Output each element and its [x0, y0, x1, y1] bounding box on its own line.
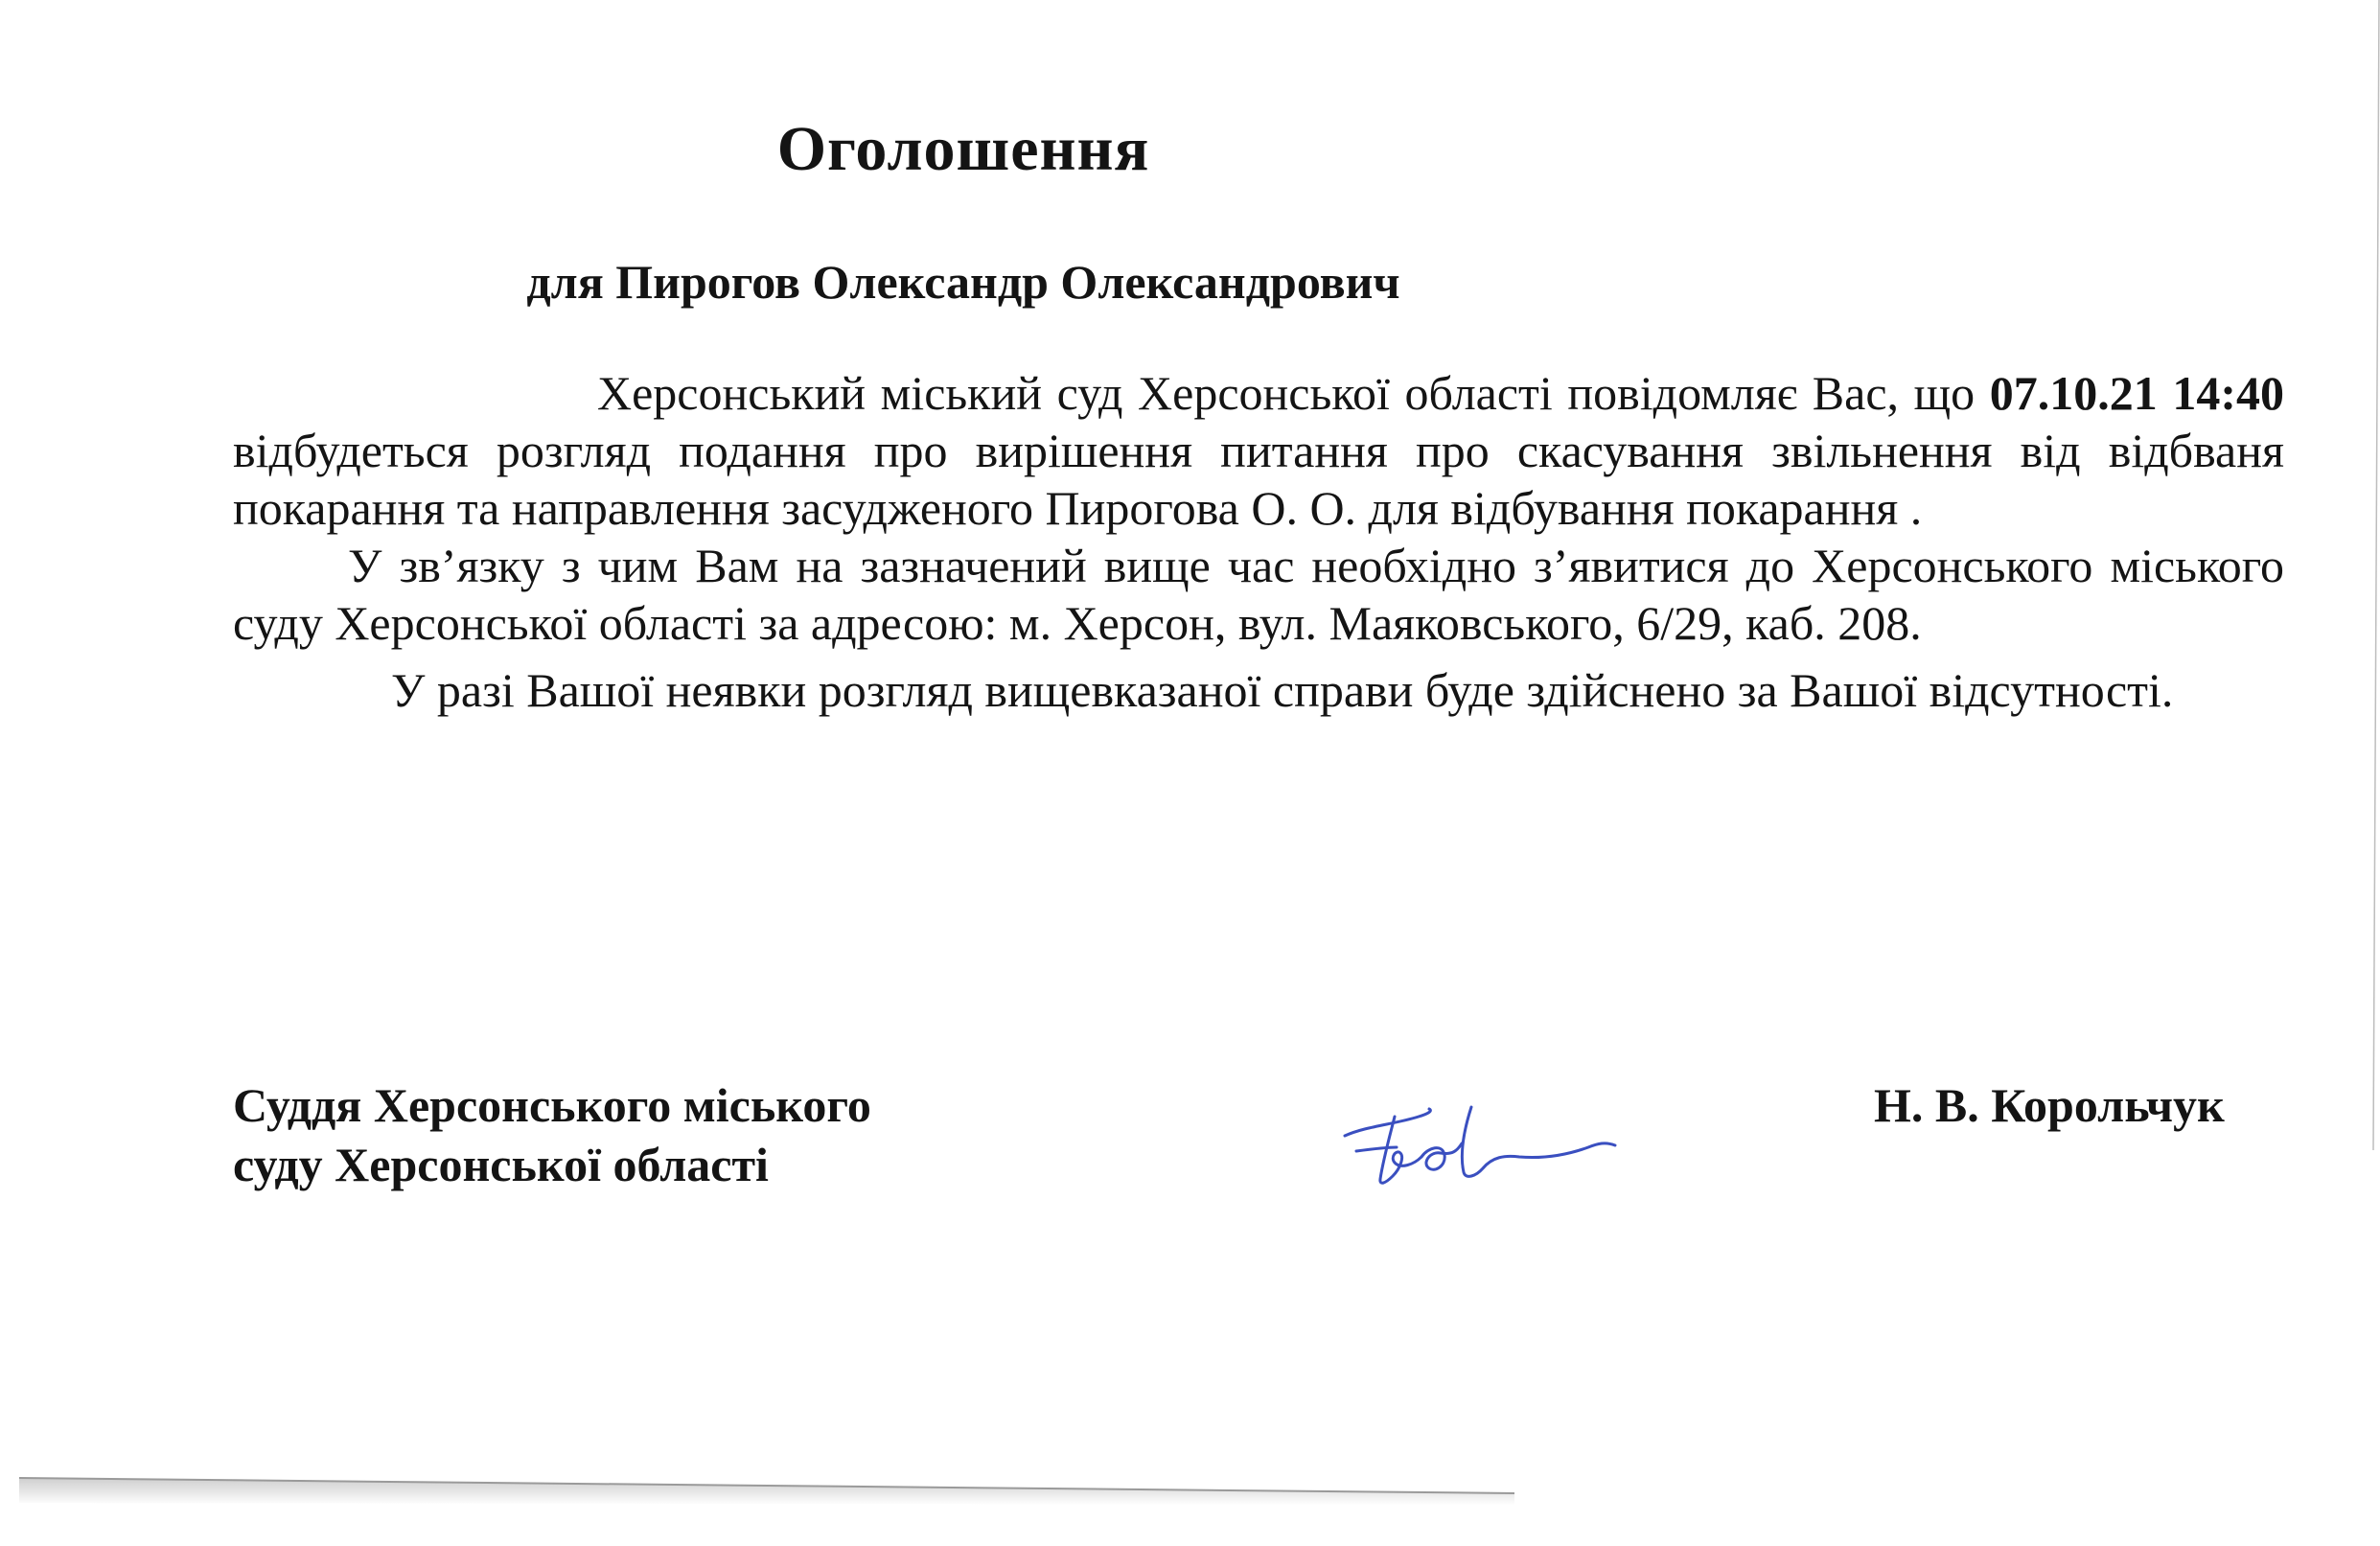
- paragraph-hearing-notice-rest: відбудеться розгляд подання про вирішення питання про скасування звільнення від відбваня покарання та направлення засудженого Пирогова О. О. для відбування покарання .: [233, 424, 2284, 535]
- handwritten-signature: [1337, 1088, 1625, 1203]
- paragraph-hearing-notice-lead: Херсонський міський суд Херсонської області повідомляє Вас, що: [597, 366, 1990, 420]
- scan-right-edge: [2364, 0, 2380, 1150]
- paragraph-appearance-address: У зв’язку з чим Вам на зазначений вище час необхідно з’явитися до Херсонського міського суду Херсонської області за адресою: м. Херсон, вул. Маяковського, 6/29, каб. 208.: [233, 539, 2284, 650]
- paragraph-absence-warning: У разі Вашої неявки розгляд вищевказаної справи буде здійснено за Вашої відсутності.: [391, 663, 2174, 717]
- addressee-line: для Пирогов Олександр Олександрович: [526, 255, 1400, 309]
- document-title: Оголошення: [776, 114, 1150, 184]
- judge-position-line1: Суддя Херсонського міського: [233, 1078, 871, 1132]
- paragraph-hearing-notice: [233, 364, 2284, 537]
- hearing-datetime: 07.10.21 14:40: [1989, 366, 2285, 420]
- judge-position-line2: суду Херсонської області: [233, 1138, 769, 1191]
- document-body: [233, 364, 2284, 719]
- judge-position: [233, 1075, 871, 1194]
- scan-shadow-edge: [19, 1474, 1514, 1512]
- judge-name: Н. В. Корольчук: [1874, 1078, 2225, 1132]
